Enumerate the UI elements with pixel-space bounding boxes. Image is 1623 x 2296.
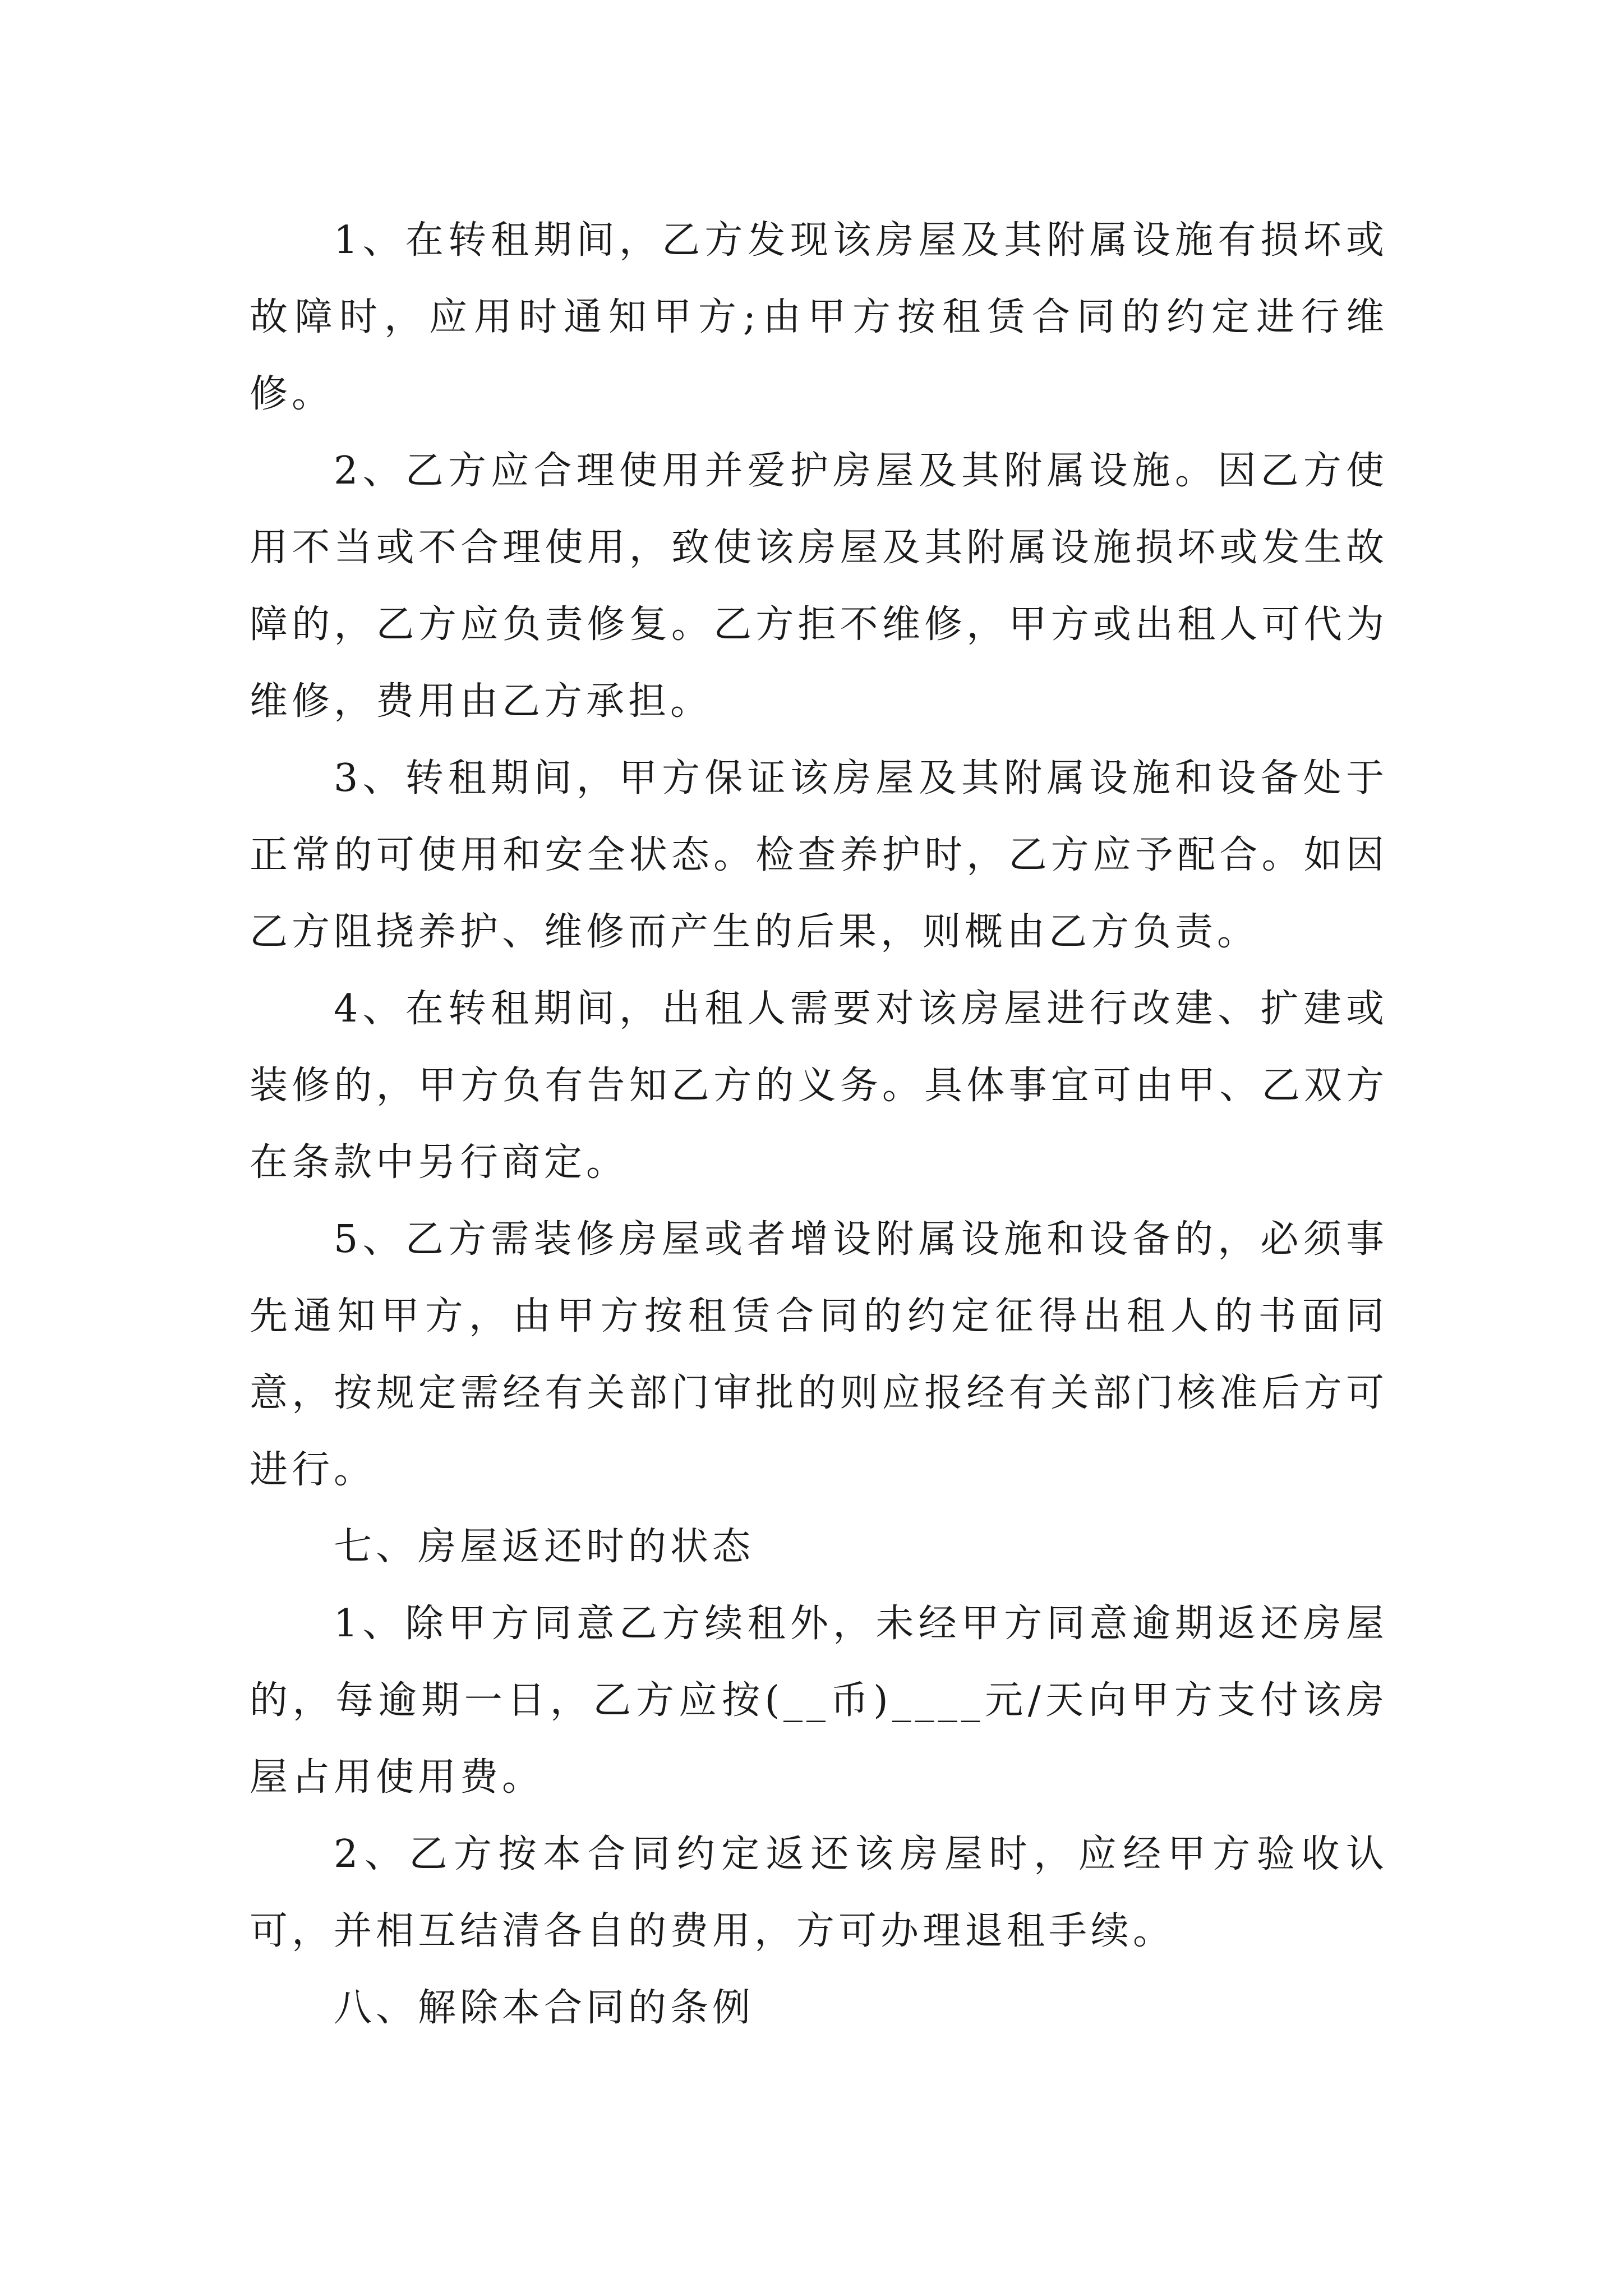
document-body	[250, 202, 1388, 2046]
paragraph-clause-4: 4、在转租期间，出租人需要对该房屋进行改建、扩建或装修的，甲方负有告知乙方的义务。具体事宜可由甲、乙双方在条款中另行商定。	[250, 987, 1388, 1185]
paragraph-clause-2: 2、乙方应合理使用并爱护房屋及其附属设施。因乙方使用不当或不合理使用，致使该房屋及其附属设施损坏或发生故障的，乙方应负责修复。乙方拒不维修，甲方或出租人可代为维修，费用由乙方承担。	[250, 449, 1388, 724]
paragraph-return-1: 1、除甲方同意乙方续租外，未经甲方同意逾期返还房屋的，每逾期一日，乙方应按(__币)____元/天向甲方支付该房屋占用使用费。	[250, 1602, 1388, 1800]
paragraph-clause-1: 1、在转租期间，乙方发现该房屋及其附属设施有损坏或故障时，应用时通知甲方;由甲方按租赁合同的约定进行维修。	[250, 218, 1388, 416]
section-heading-8: 八、解除本合同的条例	[334, 1986, 755, 2030]
paragraph-return-2: 2、乙方按本合同约定返还该房屋时，应经甲方验收认可，并相互结清各自的费用，方可办理退租手续。	[250, 1832, 1388, 1953]
paragraph-clause-3: 3、转租期间，甲方保证该房屋及其附属设施和设备处于正常的可使用和安全状态。检查养护时，乙方应予配合。如因乙方阻挠养护、维修而产生的后果，则概由乙方负责。	[250, 756, 1388, 954]
paragraph-clause-5: 5、乙方需装修房屋或者增设附属设施和设备的，必须事先通知甲方，由甲方按租赁合同的约定征得出租人的书面同意，按规定需经有关部门审批的则应报经有关部门核准后方可进行。	[250, 1217, 1388, 1492]
section-heading-7: 七、房屋返还时的状态	[334, 1525, 755, 1569]
